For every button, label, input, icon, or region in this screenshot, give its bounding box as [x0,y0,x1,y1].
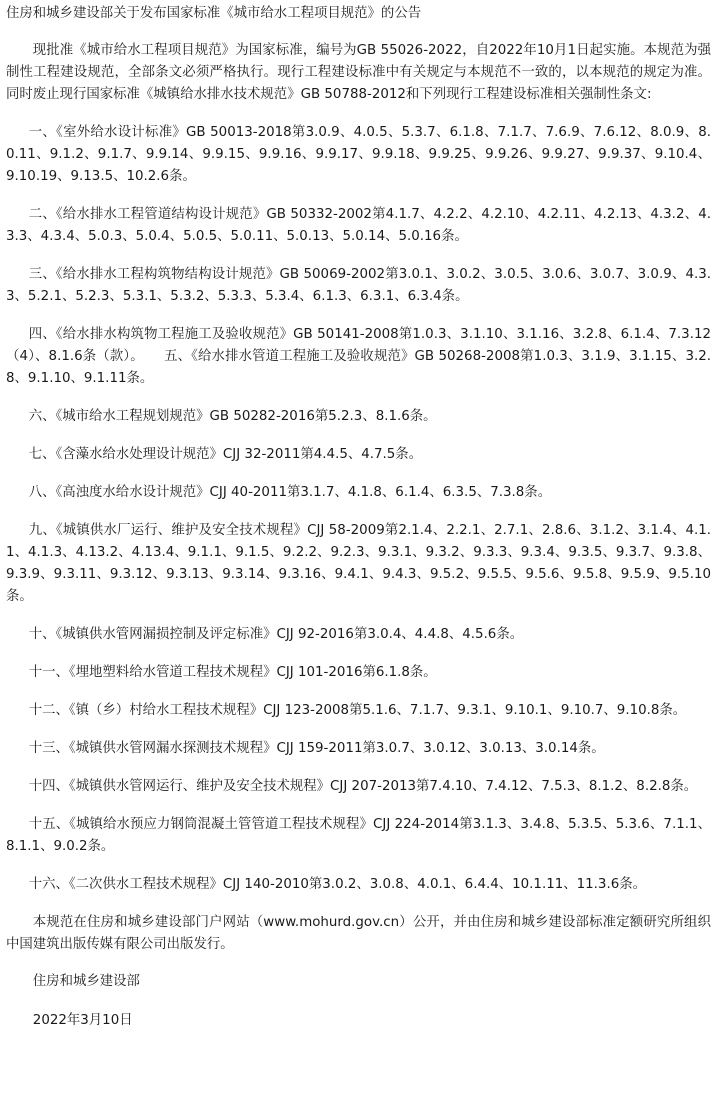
clause-item-12: 十二、《镇（乡）村给水工程技术规程》CJJ 123-2008第5.1.6、7.1.7、9.3.1、9.10.1、9.10.7、9.10.8条。 [28,703,687,718]
clause-item-4-5: 四、《给水排水构筑物工程施工及验收规范》GB 50141-2008第1.0.3、3.1.10、3.1.16、3.2.8、6.1.4、7.3.12（4）、8.1.6条（款）。 五、《给水排水管道工程施工及验收规范》GB 50268-2008第1.0.3、3.1.9、3.1.15、3.2.8、9.1.10、9.1.11条。 [6,327,711,386]
clause-item-10: 十、《城镇供水管网漏损控制及评定标准》CJJ 92-2016第3.0.4、4.4.8、4.5.6条。 [28,627,524,642]
issue-date: 2022年3月10日 [32,1013,133,1028]
clause-item-9: 九、《城镇供水厂运行、维护及安全技术规程》CJJ 58-2009第2.1.4、2.2.1、2.7.1、2.8.6、3.1.2、3.1.4、4.1.1、4.1.3、4.13.2、4.13.4、9.1.1、9.1.5、9.2.2、9.2.3、9.3.1、9.3.2、9.3.3、9.3.4、9.3.5、9.3.7、9.3.8、9.3.9、9.3.11、9.3.12、9.3.13、9.3.14、9.3.16、9.4.1、9.4.3、9.5.2、9.5.5、9.5.6、9.5.8、9.5.9、9.5.10条。 [6,523,711,604]
clause-item-6: 六、《城市给水工程规划规范》GB 50282-2016第5.2.3、8.1.6条。 [28,409,437,424]
clause-item-15: 十五、《城镇给水预应力钢筒混凝土管管道工程技术规程》CJJ 224-2014第3.1.3、3.4.8、5.3.5、5.3.6、7.1.1、8.1.1、9.0.2条。 [6,817,711,854]
announcement-title: 住房和城乡建设部关于发布国家标准《城市给水工程项目规范》的公告 [6,6,422,21]
clause-item-14: 十四、《城镇供水管网运行、维护及安全技术规程》CJJ 207-2013第7.4.10、7.4.12、7.5.3、8.1.2、8.2.8条。 [28,779,698,794]
clause-item-8: 八、《高浊度水给水设计规范》CJJ 40-2011第3.1.7、4.1.8、6.1.4、6.3.5、7.3.8条。 [28,485,552,500]
intro-paragraph: 现批准《城市给水工程项目规范》为国家标准，编号为GB 55026-2022，自2022年10月1日起实施。本规范为强制性工程建设规范，全部条文必须严格执行。现行工程建设标准中有关规定与本规范不一致的，以本规范的规定为准。同时废止现行国家标准《城镇给水排水技术规范》GB 50788-2012和下列现行工程建设标准相关强制性条文: [6,43,711,102]
clause-item-7: 七、《含藻水给水处理设计规范》CJJ 32-2011第4.4.5、4.7.5条。 [28,447,423,462]
clause-item-2: 二、《给水排水工程管道结构设计规范》GB 50332-2002第4.1.7、4.2.2、4.2.10、4.2.11、4.2.13、4.3.2、4.3.3、4.3.4、5.0.3、5.0.4、5.0.5、5.0.11、5.0.13、5.0.14、5.0.16条。 [6,207,711,244]
clause-item-3: 三、《给水排水工程构筑物结构设计规范》GB 50069-2002第3.0.1、3.0.2、3.0.5、3.0.6、3.0.7、3.0.9、4.3.3、5.2.1、5.2.3、5.3.1、5.3.2、5.3.3、5.3.4、6.1.3、6.3.1、6.3.4条。 [6,267,711,304]
clause-item-16: 十六、《二次供水工程技术规程》CJJ 140-2010第3.0.2、3.0.8、4.0.1、6.4.4、10.1.11、11.3.6条。 [28,877,647,892]
clause-item-13: 十三、《城镇供水管网漏水探测技术规程》CJJ 159-2011第3.0.7、3.0.12、3.0.13、3.0.14条。 [28,741,605,756]
clause-item-1: 一、《室外给水设计标准》GB 50013-2018第3.0.9、4.0.5、5.3.7、6.1.8、7.1.7、7.6.9、7.6.12、8.0.9、8.0.11、9.1.2、9.1.7、9.9.14、9.9.15、9.9.16、9.9.17、9.9.18、9.9.25、9.9.26、9.9.27、9.9.37、9.10.4、9.10.19、9.13.5、10.2.6条。 [6,125,711,184]
publication-paragraph: 本规范在住房和城乡建设部门户网站（www.mohurd.gov.cn）公开，并由住房和城乡建设部标准定额研究所组织中国建筑出版传媒有限公司出版发行。 [6,915,711,952]
issuer-signature: 住房和城乡建设部 [32,974,140,989]
clause-item-11: 十一、《埋地塑料给水管道工程技术规程》CJJ 101-2016第6.1.8条。 [28,665,437,680]
